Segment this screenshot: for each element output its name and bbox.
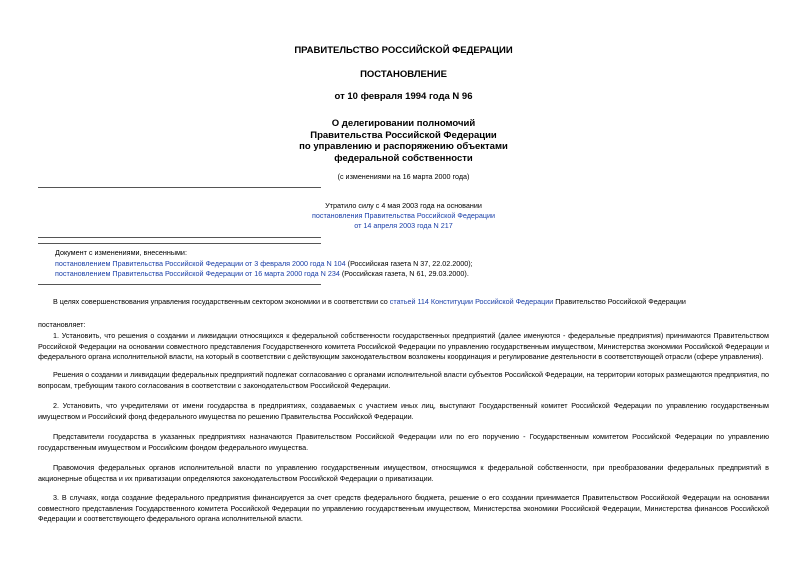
paragraph (38, 432, 769, 453)
changes-note: (с изменениями на 16 марта 2000 года) (337, 172, 470, 181)
publication-ref: (Российская газета N 37, 22.02.2000); (345, 258, 473, 268)
publication-ref: (Российская газета, N 61, 29.03.2000). (339, 269, 469, 278)
divider (38, 243, 321, 244)
status-text: Утратило силу с 4 мая 2003 года на основании (325, 201, 482, 210)
paragraph (38, 493, 769, 525)
preamble-text: В целях совершенствования управления государственным сектором экономики и в соответствии со (53, 297, 390, 306)
paragraph-text: Представители государства в указанных предприятиях назначаются Правительством Российской Федерации или по его поручению - Государственным комитетом Российской Федерации по управлению государственным имуществом и Российским фондом федерального имущества. (38, 432, 769, 452)
constitution-link[interactable]: статьей 114 Конституции Российской Федерации (389, 297, 554, 306)
amendment-link[interactable]: постановлением Правительства Российской Федерации от 3 февраля 2000 года N 104 (55, 258, 346, 268)
paragraph-text: 3. В случаях, когда создание федерального предприятия финансируется за счет средств федерального бюджета, решение о его создании принимается Правительством Российской Федерации на основании совместного представления Государственного комитета Российской Федерации по управлению государственным имуществом, Министерства экономики Российской Федерации, Министерства финансов Российской Федерации и соответствующего федерального органа исполнительной власти. (38, 493, 769, 524)
divider (38, 187, 321, 188)
paragraph (38, 401, 769, 422)
paragraph-text: 1. Установить, что решения о создании и ликвидации относящихся к федеральной собственности государственных предприятий (далее именуются - федеральные предприятия) принимаются Правительством Российской Федерации на основании совместного представления Государственного комитета Российской Федерации по управлению государственным имуществом, Министерства экономики Российской Федерации и федерального органа исполнительной власти, на который в соответствии с действующим законодательством возложены координация и регулирование деятельности в соответствующей отрасли (сфере управления). (38, 331, 769, 362)
history-item (55, 269, 473, 280)
paragraph (38, 370, 769, 391)
amendment-history (55, 248, 473, 280)
repeal-link-date[interactable]: от 14 апреля 2003 года N 217 (354, 221, 453, 230)
paragraph-text: Правомочия федеральных органов исполнительной власти по управлению государственным имуществом, относящимся к федеральной собственности, при преобразовании федеральных предприятий в акционерные общества и их приватизации определяются законодательством Российской Федерации о приватизации. (38, 463, 769, 483)
issuing-authority: ПРАВИТЕЛЬСТВО РОССИЙСКОЙ ФЕДЕРАЦИИ (294, 45, 513, 56)
preamble (38, 297, 769, 308)
divider (38, 284, 321, 285)
paragraph (38, 463, 769, 484)
status-block (0, 201, 807, 231)
title-line: Правительства Российской Федерации (310, 129, 497, 141)
repeal-link[interactable]: постановления Правительства Российской Федерации (311, 211, 496, 220)
title-line: федеральной собственности (334, 152, 473, 164)
resolves-text: постановляет: (38, 320, 86, 329)
title-line: по управлению и распоряжению объектами (299, 141, 508, 153)
amendment-link[interactable]: постановлением Правительства Российской Федерации от 16 марта 2000 года N 234 (55, 269, 340, 278)
paragraph (38, 331, 769, 363)
history-intro: Документ с изменениями, внесенными: (55, 248, 187, 257)
title-line: О делегировании полномочий (331, 118, 476, 129)
paragraph-text: 2. Установить, что учредителями от имени государства в предприятиях, создаваемых с участием иных лиц, выступают Государственный комитет Российской Федерации по управлению государственным имуществом и Российский фонд федерального имущества по решению Правительства Российской Федерации. (38, 401, 769, 421)
preamble-text-end: Правительство Российской Федерации (553, 297, 686, 306)
document-title (0, 118, 807, 164)
history-item (55, 259, 473, 270)
divider (38, 237, 321, 238)
paragraph-text: Решения о создании и ликвидации федеральных предприятий подлежат согласованию с органами исполнительной власти субъектов Российской Федерации, на территории которых размещаются предприятия, по вопросам, требующим такого согласования в соответствии с законодательством Российской Федерации. (38, 370, 769, 390)
document-date-number: от 10 февраля 1994 года N 96 (334, 91, 473, 102)
document-type: ПОСТАНОВЛЕНИЕ (360, 69, 447, 80)
